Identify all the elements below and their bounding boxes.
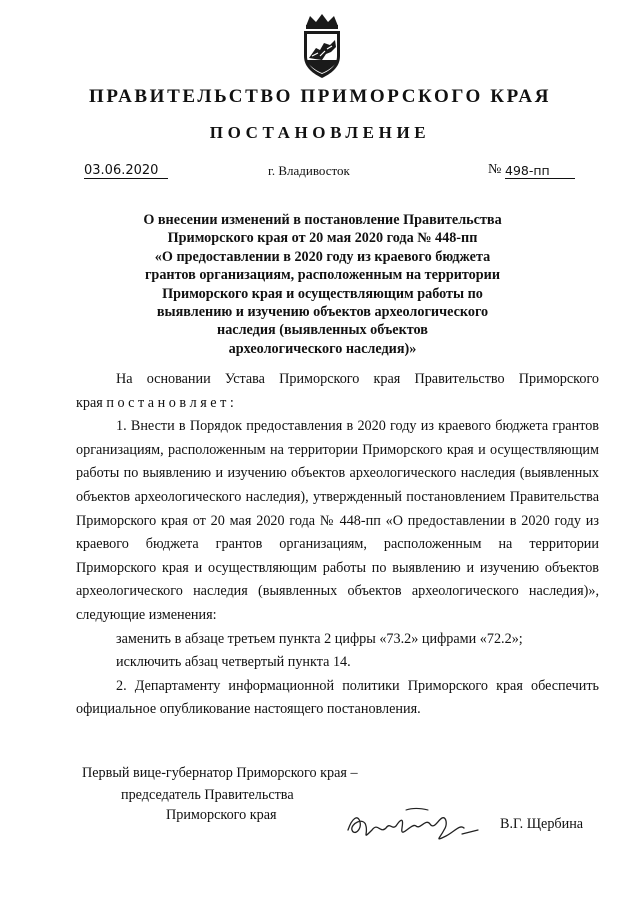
document-date: 03.06.2020 <box>84 163 168 179</box>
title-line: «О предоставлении в 2020 году из краевого бюджета <box>154 248 491 265</box>
document-number-label: № <box>488 162 502 177</box>
title-line: грантов организациям, расположенным на территории <box>144 267 501 284</box>
change-2-paragraph: исключить абзац четвертый пункта 14. <box>116 654 351 671</box>
signatory-position-line-3: Приморского края <box>166 807 277 823</box>
title-line: наследия (выявленных объектов <box>217 322 428 339</box>
item-1-paragraph: 1. Внести в Порядок предоставления в 2020 году из краевого бюджета грантов организациям, расположенным на территории Приморского края и осуществляющим работы по выявлению и изучению объектов археологического наследия (выявленных объектов археологического наследия), утвержденный постановлением Правительства Приморского края от 20 мая 2020 года № 448-пп «О предоставлении в 2020 году из краевого бюджета грантов организациям, расположенным на территории Приморского края и осуществляющим работы по выявлению и изучению объектов археологического наследия (выявленных объектов археологического наследия)», следующие изменения: <box>76 418 599 623</box>
document-number: 498-пп <box>505 163 575 179</box>
title-line: О внесении изменений в постановление Правительства <box>143 212 502 228</box>
title-line: выявлению и изучению объектов археологического <box>156 304 489 321</box>
handwritten-signature <box>342 800 482 850</box>
document-type: ПОСТАНОВЛЕНИЕ <box>209 123 431 142</box>
title-line: Приморского края и осуществляющим работы по <box>162 285 483 302</box>
signatory-position-line-2: председатель Правительства <box>121 787 294 803</box>
coat-of-arms-icon <box>296 12 348 80</box>
title-line: Приморского края от 20 мая 2020 года № 448-пп <box>167 230 478 247</box>
organization-name: ПРАВИТЕЛЬСТВО ПРИМОРСКОГО КРАЯ <box>88 86 552 107</box>
document-city: г. Владивосток <box>268 163 350 178</box>
preamble-decree-line: края п о с т а н о в л я е т : <box>76 394 234 411</box>
document-title <box>110 211 535 358</box>
signatory-name: В.Г. Щербина <box>500 816 584 832</box>
preamble-text: На основании Устава Приморского края Правительство Приморского <box>116 371 599 387</box>
title-line: археологического наследия)» <box>228 340 417 357</box>
change-1-paragraph: заменить в абзаце третьем пункта 2 цифры «73.2» цифрами «72.2»; <box>116 630 523 647</box>
document-body <box>76 368 599 722</box>
signatory-position-line-1: Первый вице-губернатор Приморского края – <box>82 765 358 781</box>
item-2-paragraph: 2. Департаменту информационной политики Приморского края обеспечить официальное опубликование настоящего постановления. <box>76 677 599 718</box>
preamble-paragraph <box>76 368 599 392</box>
